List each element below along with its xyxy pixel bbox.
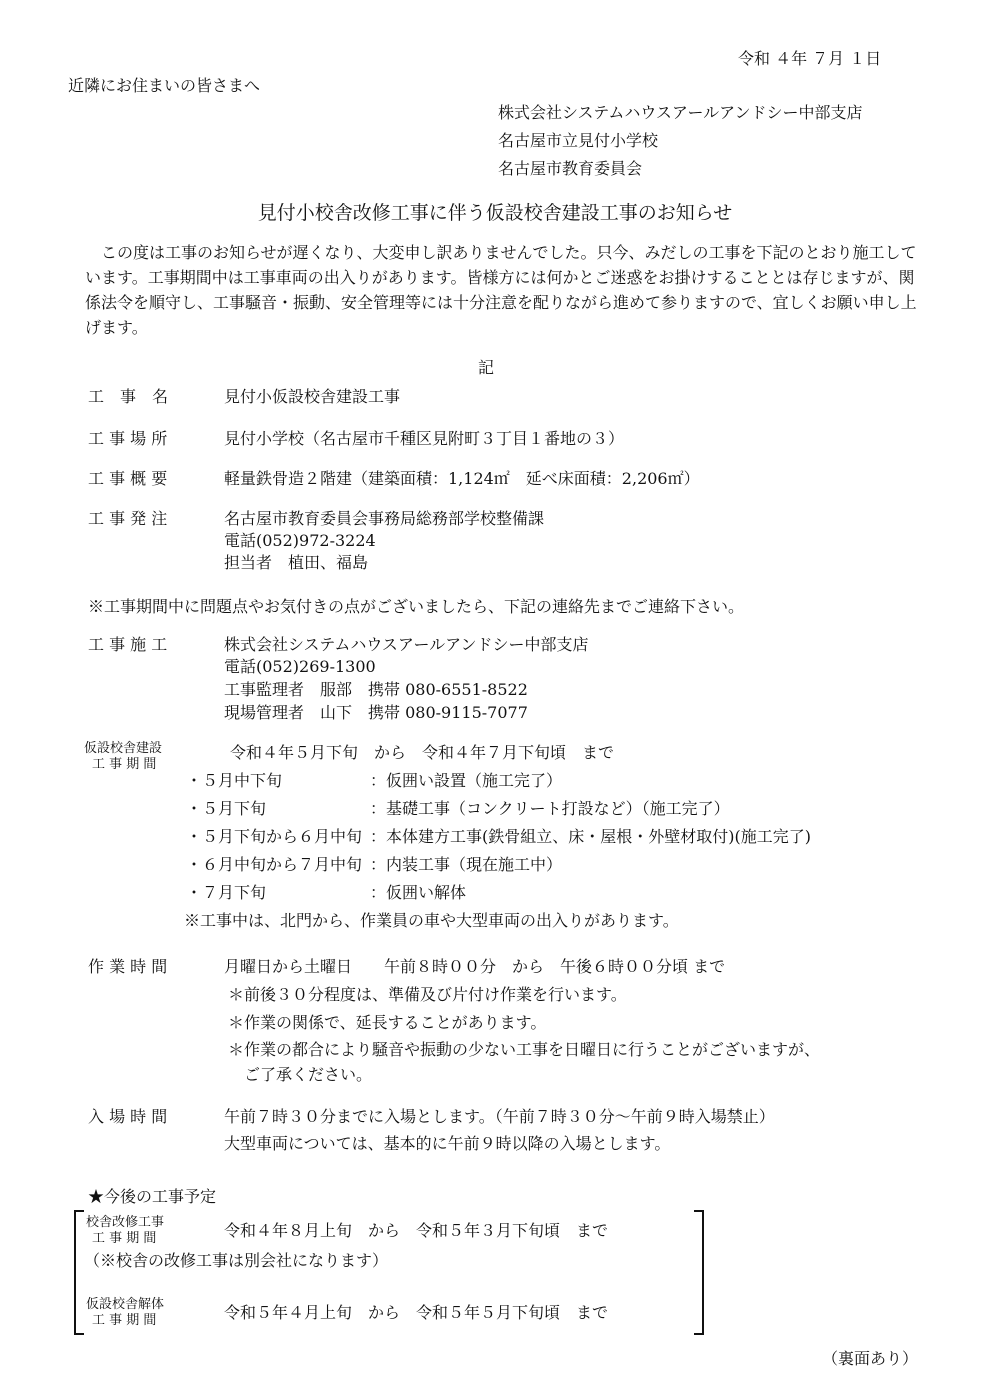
document-title: 見付小校舎改修工事に伴う仮設校舎建設工事のお知らせ — [257, 202, 733, 224]
label-kasetsu-1: 仮設校舎建設 — [84, 741, 163, 756]
value-koji-hacchu-3: 担当者 植田、福島 — [224, 553, 369, 572]
value-koji-seko-1: 株式会社システムハウスアールアンドシー中部支店 — [224, 635, 589, 654]
value-koji-hacchu-2: 電話(052)972-3224 — [224, 531, 376, 550]
value-koji-mei: 見付小仮設校舎建設工事 — [224, 387, 401, 406]
label-kaitai-1: 仮設校舎解体 — [86, 1297, 165, 1312]
kaishu-period: 令和４年８月上旬 から 令和５年３月下旬頃 まで — [224, 1221, 609, 1240]
label-kaishu-2: 工 事 期 間 — [92, 1231, 157, 1246]
schedule-what: ：内装工事（現在施工中） — [370, 855, 563, 874]
label-koji-seko: 工 事 施 工 — [88, 635, 168, 654]
label-kasetsu-2: 工 事 期 間 — [92, 757, 157, 772]
value-koji-seko-4: 現場管理者 山下 携帯 080-9115-7077 — [224, 703, 528, 722]
value-nyujo-jikan-2: 大型車両については、基本的に午前９時以降の入場とします。 — [224, 1134, 671, 1153]
intro-text: この度は工事のお知らせが遅くなり、大変申し訳ありませんでした。只今、みだしの工事を下記のとおり施工しています。工事期間中は工事車両の出入りがあります。皆様方には何かとご迷惑をお掛けすることとは存じますが、関係法令を順守し、工事騒音・振動、安全管理等には十分注意を配りながら進めて参りますので、宜しくお願い申し上げます。 — [85, 243, 917, 337]
label-nyujo-jikan: 入 場 時 間 — [88, 1107, 168, 1126]
sender-line: 株式会社システムハウスアールアンドシー中部支店 — [498, 103, 863, 122]
kaitai-period: 令和５年４月上旬 から 令和５年５月下旬頃 まで — [224, 1303, 609, 1322]
document-date: 令和 ４年 ７月 １日 — [738, 49, 882, 68]
value-koji-basho: 見付小学校（名古屋市千種区見附町３丁目１番地の３） — [224, 429, 625, 448]
value-sagyo-jikan: 月曜日から土曜日 午前８時００分 から 午後６時００分頃 まで — [224, 957, 726, 976]
addressee: 近隣にお住まいの皆さまへ — [68, 76, 261, 95]
intro-paragraph — [85, 240, 925, 340]
future-heading: ★今後の工事予定 — [88, 1187, 217, 1206]
schedule-what: ：仮囲い解体 — [370, 883, 467, 902]
schedule-when: ・５月下旬 — [186, 799, 267, 818]
sender-line: 名古屋市教育委員会 — [498, 159, 643, 178]
value-koji-gaiyo: 軽量鉄骨造２階建（建築面積：1,124㎡ 延べ床面積：2,206㎡） — [224, 469, 700, 488]
left-bracket — [74, 1210, 84, 1335]
schedule-when: ・７月下旬 — [186, 883, 267, 902]
sagyo-note: ＊作業の関係で、延長することがあります。 — [228, 1013, 547, 1032]
label-sagyo-jikan: 作 業 時 間 — [88, 957, 168, 976]
kasetsu-period: 令和４年５月下旬 から 令和４年７月下旬頃 まで — [230, 743, 615, 762]
label-kaitai-2: 工 事 期 間 — [92, 1313, 157, 1328]
value-koji-seko-3: 工事監理者 服部 携帯 080-6551-8522 — [224, 680, 528, 699]
sagyo-note: ＊作業の都合により騒音や振動の少ない工事を日曜日に行うことがございますが、 — [228, 1040, 821, 1059]
kaishu-note: （※校舎の改修工事は別会社になります） — [84, 1251, 389, 1270]
sagyo-note: ご了承ください。 — [228, 1065, 373, 1084]
schedule-what: ：仮囲い設置（施工完了） — [370, 771, 563, 790]
sender-line: 名古屋市立見付小学校 — [498, 131, 659, 150]
value-koji-seko-2: 電話(052)269-1300 — [224, 657, 376, 676]
label-koji-mei: 工 事 名 — [88, 387, 169, 406]
footer-note: （裏面あり） — [822, 1349, 919, 1368]
ki-marker: 記 — [478, 358, 495, 377]
contact-notice: ※工事期間中に問題点やお気付きの点がございましたら、下記の連絡先までご連絡下さい。 — [88, 597, 745, 616]
label-koji-hacchu: 工 事 発 注 — [88, 509, 168, 528]
schedule-what: ：本体建方工事(鉄骨組立、床・屋根・外壁材取付)(施工完了) — [370, 827, 811, 846]
value-nyujo-jikan-1: 午前７時３０分までに入場とします。（午前７時３０分〜午前９時入場禁止） — [224, 1107, 775, 1126]
schedule-what: ：基礎工事（コンクリート打設など）（施工完了） — [370, 799, 730, 818]
kasetsu-note: ※工事中は、北門から、作業員の車や大型車両の出入りがあります。 — [184, 911, 679, 930]
schedule-when: ・５月中下旬 — [186, 771, 283, 790]
schedule-when: ・６月中旬から７月中旬 — [186, 855, 363, 874]
label-koji-basho: 工 事 場 所 — [88, 429, 168, 448]
sagyo-note: ＊前後３０分程度は、準備及び片付け作業を行います。 — [228, 985, 627, 1004]
schedule-when: ・５月下旬から６月中旬 — [186, 827, 363, 846]
label-koji-gaiyo: 工 事 概 要 — [88, 469, 168, 488]
label-kaishu-1: 校舎改修工事 — [86, 1215, 165, 1230]
right-bracket — [694, 1210, 704, 1335]
value-koji-hacchu-1: 名古屋市教育委員会事務局総務部学校整備課 — [224, 509, 545, 528]
sender-block — [498, 102, 862, 186]
